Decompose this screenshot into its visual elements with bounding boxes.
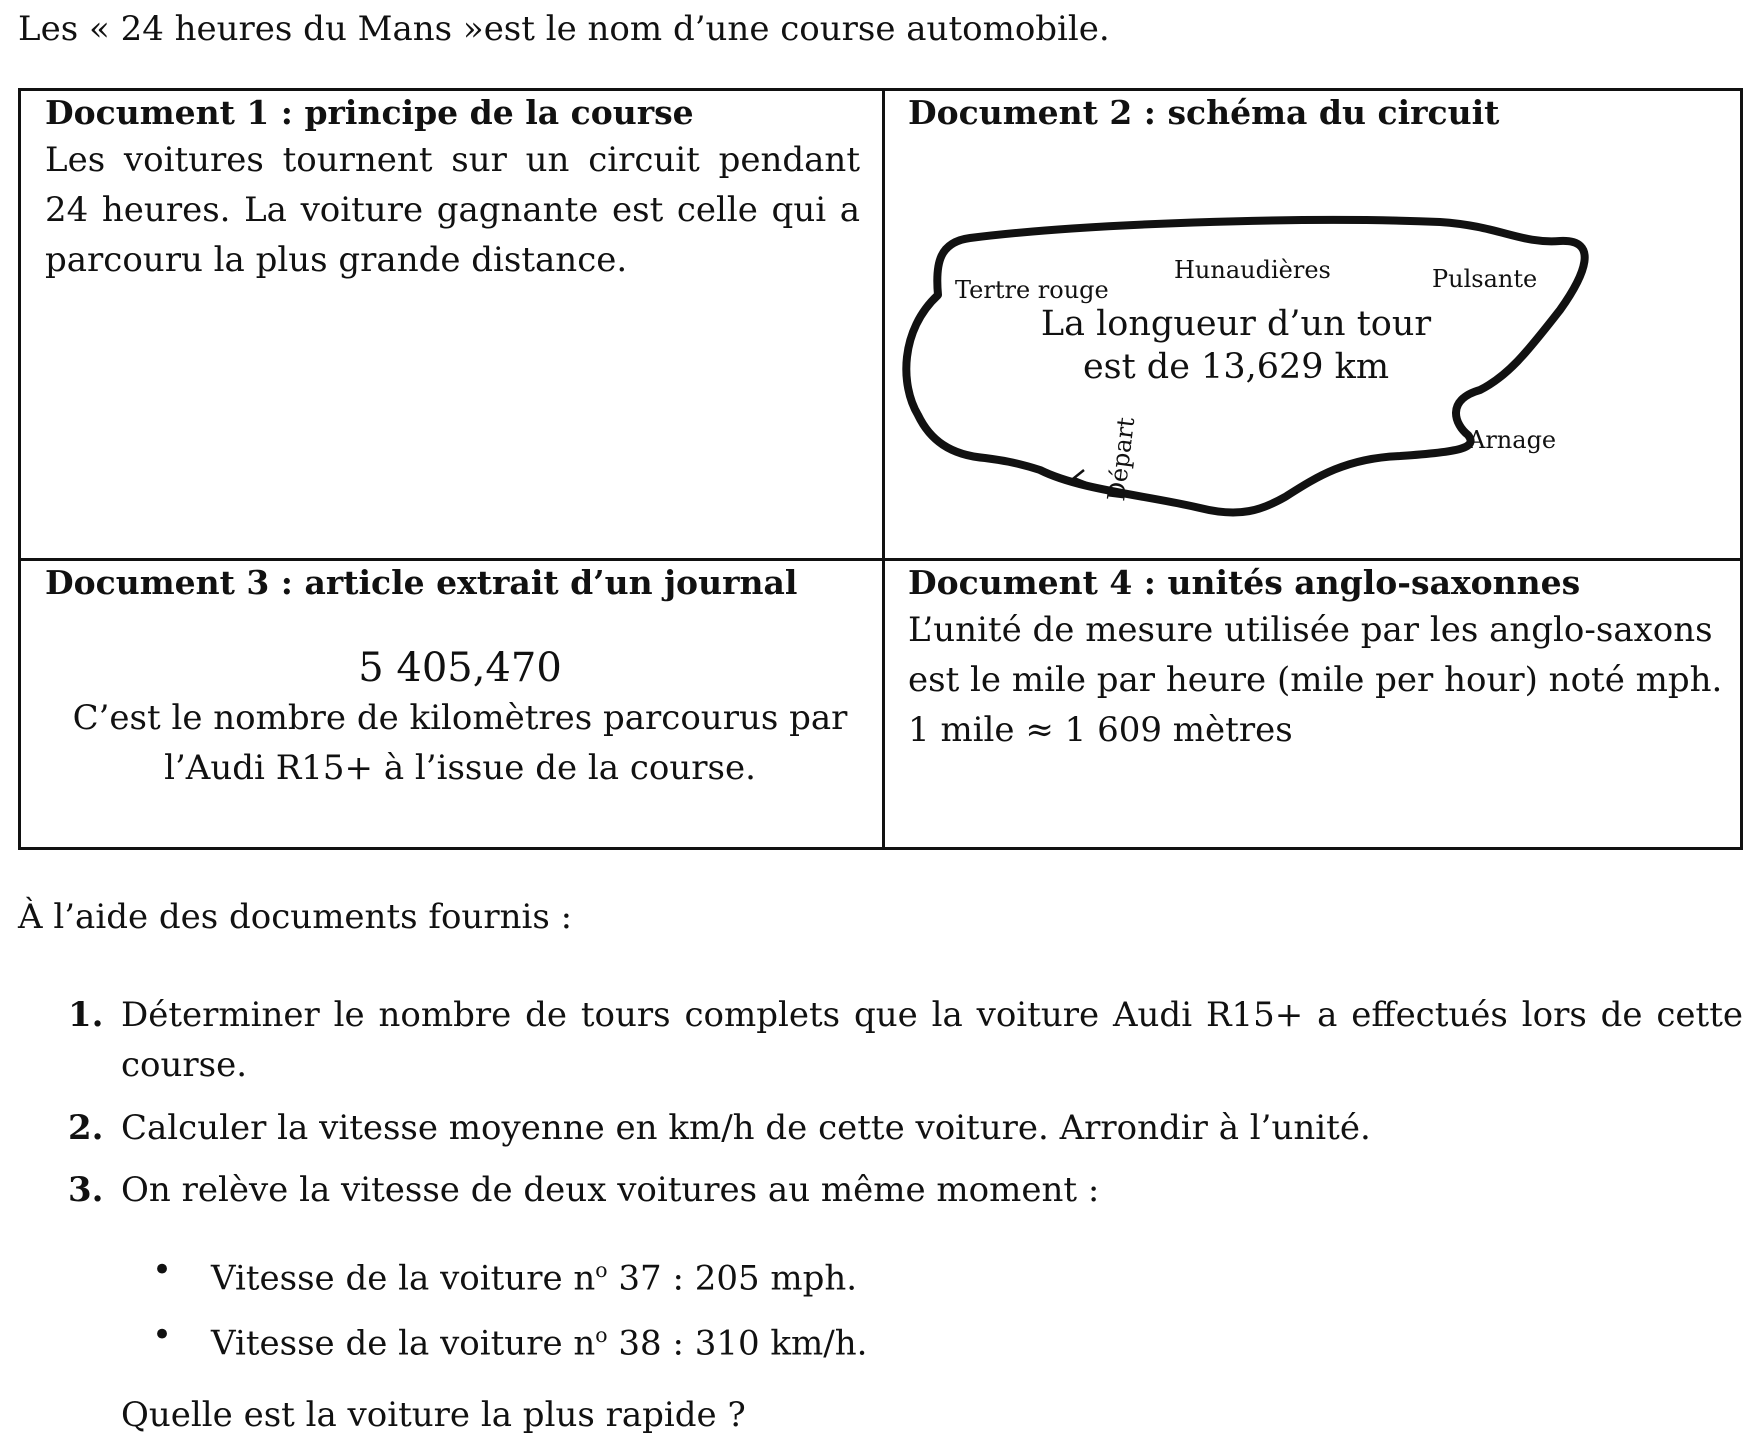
question-1-number: 1.	[68, 995, 104, 1035]
document-2-cell	[908, 91, 1728, 135]
intro-text: Les « 24 heures du Mans »est le nom d’une course automobile.	[18, 9, 1110, 49]
document-4-cell	[908, 561, 1738, 755]
bullet-car-37	[211, 1245, 857, 1303]
label-hunaudieres: Hunaudières	[1174, 256, 1331, 284]
documents-table	[18, 88, 1743, 850]
document-4-line-2: est le mile par heure (mile per hour) noté mph.	[908, 660, 1723, 700]
car-37-prefix: Vitesse de la voiture n	[211, 1258, 596, 1299]
document-2-title: Document 2 : schéma du circuit	[908, 93, 1500, 132]
document-1-text: Les voitures tournent sur un circuit pendant 24 heures. La voiture gagnante est celle qui a parcouru la plus grande distance.	[45, 140, 860, 280]
document-4-line-1: L’unité de mesure utilisée par les anglo-saxons	[908, 610, 1713, 650]
question-2-text: Calculer la vitesse moyenne en km/h de cette voiture. Arrondir à l’unité.	[121, 1108, 1371, 1148]
document-4-title: Document 4 : unités anglo-saxonnes	[908, 563, 1581, 602]
document-1-cell	[45, 91, 875, 285]
question-3-number: 3.	[68, 1170, 104, 1210]
label-depart: Départ	[1102, 415, 1141, 503]
car-37-sup: o	[595, 1258, 608, 1282]
circuit-length-line-1: La longueur d’un tour	[1040, 304, 1432, 344]
document-4-line-3: 1 mile ≈ 1 609 mètres	[908, 710, 1293, 750]
question-1-text: Déterminer le nombre de tours complets que la voiture Audi R15+ a effectués lors de cette course.	[121, 995, 1743, 1085]
circuit-length-line-2: est de 13,629 km	[1082, 347, 1390, 387]
car-38-sup: o	[595, 1323, 608, 1347]
label-arnage: Arnage	[1468, 426, 1557, 454]
label-tertre-rouge: Tertre rouge	[955, 276, 1109, 304]
bullet-car-38	[211, 1310, 867, 1368]
question-3-text: On relève la vitesse de deux voitures au même moment :	[121, 1170, 1100, 1210]
document-3-cell	[45, 561, 875, 793]
bullet-icon: •	[152, 1250, 173, 1290]
table-vertical-divider	[882, 91, 885, 847]
question-2-number: 2.	[68, 1108, 104, 1148]
document-3-title: Document 3 : article extrait d’un journal	[45, 563, 798, 602]
instructions-lead: À l’aide des documents fournis :	[18, 897, 573, 937]
final-question: Quelle est la voiture la plus rapide ?	[121, 1395, 746, 1435]
car-37-suffix: 37 : 205 mph.	[607, 1258, 858, 1299]
car-38-suffix: 38 : 310 km/h.	[607, 1323, 868, 1364]
car-38-prefix: Vitesse de la voiture n	[211, 1323, 596, 1364]
bullet-icon: •	[152, 1315, 173, 1355]
label-pulsante: Pulsante	[1432, 265, 1538, 293]
document-1-title: Document 1 : principe de la course	[45, 93, 694, 132]
journal-text: C’est le nombre de kilomètres parcourus par l’Audi R15+ à l’issue de la course.	[72, 698, 848, 788]
journal-number: 5 405,470	[358, 645, 562, 691]
